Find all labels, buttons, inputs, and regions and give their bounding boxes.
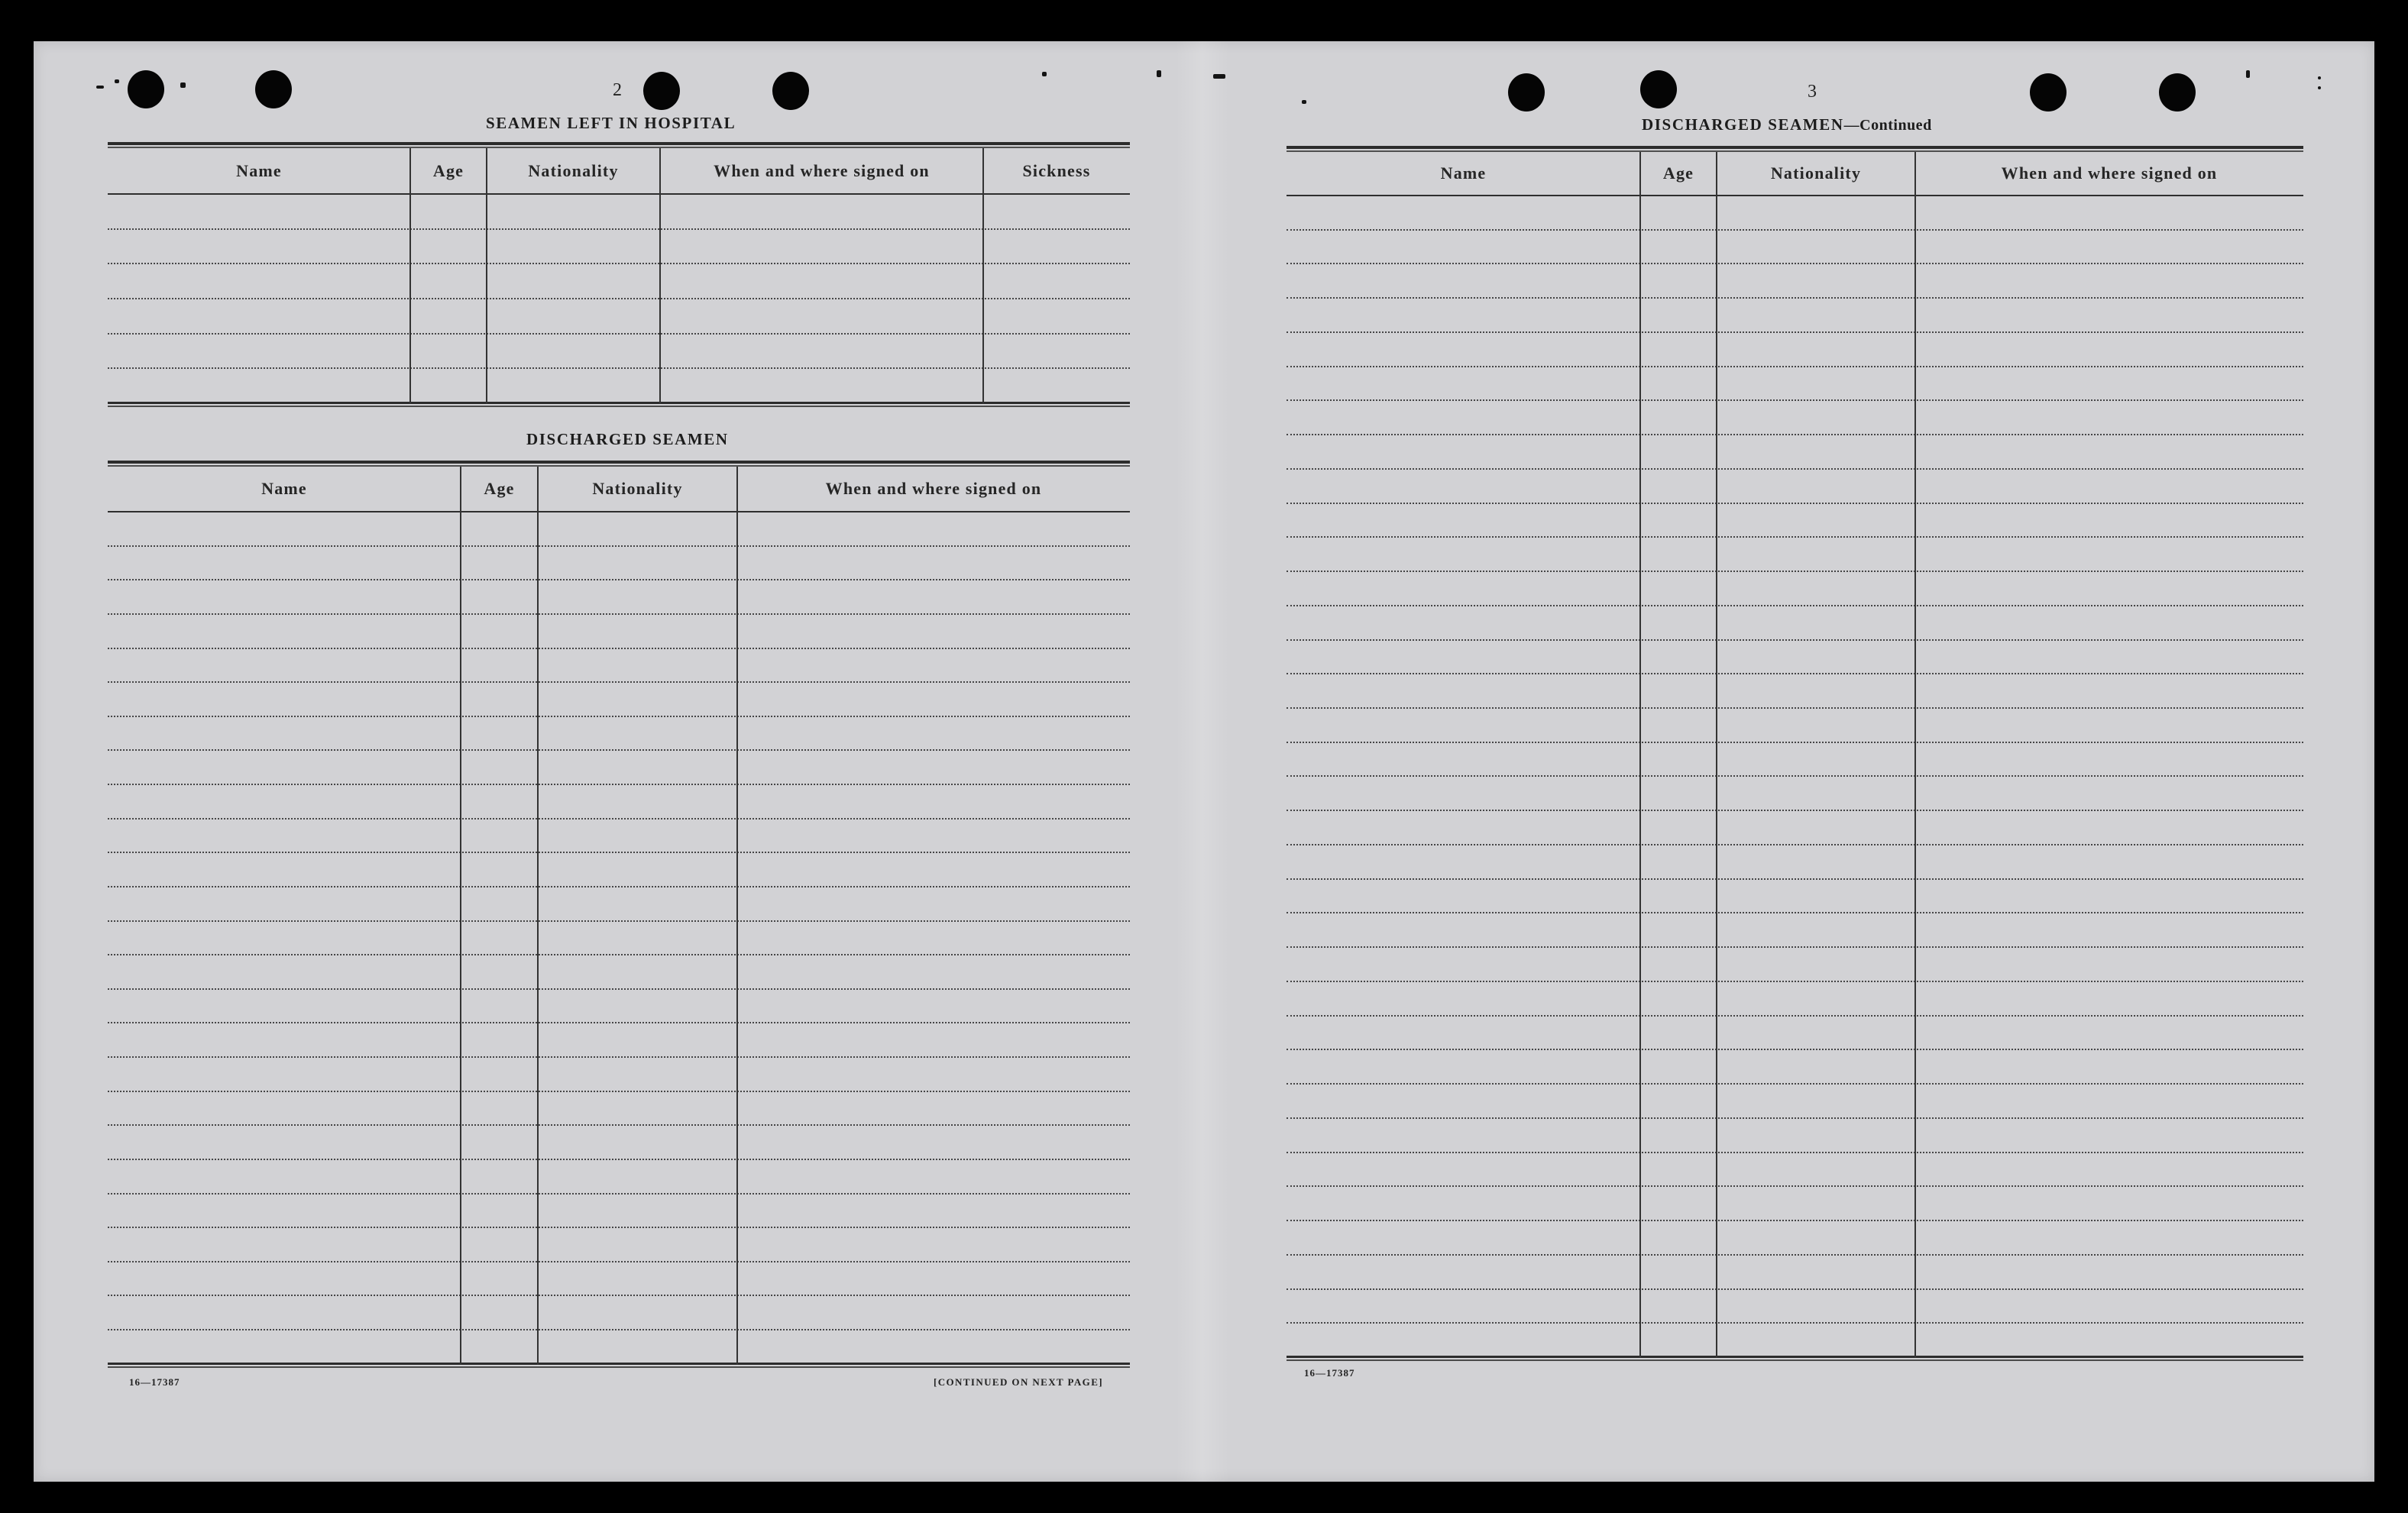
name-cell [1287, 435, 1640, 468]
signed-on-cell [1915, 572, 2303, 605]
name-cell [1287, 811, 1640, 844]
signed-on-cell [1915, 674, 2303, 707]
name-cell [1287, 231, 1640, 263]
age-cell [1640, 333, 1717, 366]
nationality-cell [1717, 1221, 1915, 1254]
age-cell [1640, 231, 1717, 263]
hospital-section-title: SEAMEN LEFT IN HOSPITAL [486, 114, 736, 132]
name-cell [1287, 264, 1640, 297]
signed-on-cell [1915, 231, 2303, 263]
nationality-cell [1717, 606, 1915, 639]
age-cell [1640, 470, 1717, 503]
table-row [1287, 538, 2303, 572]
table-row [1287, 401, 2303, 435]
table-row [1287, 777, 2303, 811]
discharged-seamen-continued-table [1287, 146, 2303, 1361]
signed-on-cell [1915, 367, 2303, 400]
title-main: DISCHARGED SEAMEN [1642, 115, 1844, 134]
name-cell [1287, 1256, 1640, 1288]
name-cell [1287, 641, 1640, 674]
table-row [1287, 264, 2303, 299]
nationality-cell [1717, 948, 1915, 981]
name-cell [1287, 845, 1640, 878]
age-cell [1640, 777, 1717, 810]
nationality-cell [1717, 1119, 1915, 1152]
table-row [1287, 743, 2303, 778]
signed-on-cell [1915, 709, 2303, 742]
age-cell [1640, 196, 1717, 229]
age-cell [1640, 1119, 1717, 1152]
signed-on-cell [1915, 1187, 2303, 1220]
age-cell [1640, 504, 1717, 537]
nationality-cell [1717, 231, 1915, 263]
name-cell [1287, 880, 1640, 913]
signed-on-cell [1915, 1290, 2303, 1323]
table-row [1287, 504, 2303, 538]
age-cell [1640, 264, 1717, 297]
table-row [1287, 1153, 2303, 1188]
signed-on-cell [1915, 845, 2303, 878]
table-row [1287, 1119, 2303, 1153]
age-cell [1640, 913, 1717, 946]
age-cell [1640, 982, 1717, 1015]
age-cell [1640, 538, 1717, 571]
age-cell [1640, 1017, 1717, 1049]
discharged-continued-title [1642, 115, 1932, 135]
nationality-cell [1717, 1290, 1915, 1323]
table-row [1287, 913, 2303, 948]
age-cell [1640, 401, 1717, 434]
nationality-cell [1717, 777, 1915, 810]
age-cell [1640, 709, 1717, 742]
nationality-cell [1717, 333, 1915, 366]
age-cell [1640, 743, 1717, 776]
form-number: 16—17387 [129, 1376, 180, 1388]
column-header-age: Age [432, 160, 464, 180]
nationality-cell [1717, 880, 1915, 913]
table-row [1287, 606, 2303, 641]
nationality-cell [1717, 504, 1915, 537]
nationality-cell [1717, 641, 1915, 674]
table-row [1287, 880, 2303, 914]
signed-on-cell [1915, 1256, 2303, 1288]
column-header-name: Name [236, 160, 282, 180]
name-cell [1287, 333, 1640, 366]
age-cell [1640, 606, 1717, 639]
nationality-cell [1717, 709, 1915, 742]
signed-on-cell [1915, 811, 2303, 844]
table-row [1287, 674, 2303, 709]
top-double-rule [1287, 146, 2303, 152]
column-header-age: Age [1662, 163, 1694, 183]
signed-on-cell [1915, 606, 2303, 639]
name-cell [1287, 743, 1640, 776]
age-cell [1640, 1324, 1717, 1356]
nationality-cell [1717, 538, 1915, 571]
column-header-nationality: Nationality [1770, 163, 1862, 183]
signed-on-cell [1915, 470, 2303, 503]
signed-on-cell [1915, 948, 2303, 981]
signed-on-cell [1915, 1119, 2303, 1152]
continued-note: [CONTINUED ON NEXT PAGE] [934, 1376, 1103, 1388]
signed-on-cell [1915, 743, 2303, 776]
name-cell [1287, 674, 1640, 707]
table-row [1287, 299, 2303, 333]
column-header-signed-on: When and where signed on [2001, 163, 2218, 183]
nationality-cell [1717, 1324, 1915, 1356]
column-divider [1914, 152, 1916, 1358]
discharged-section-title: DISCHARGED SEAMEN [526, 430, 729, 448]
table-row [1287, 196, 2303, 231]
column-divider [1716, 152, 1717, 1358]
age-cell [1640, 641, 1717, 674]
name-cell [1287, 1085, 1640, 1117]
column-header-signed-on: When and where signed on [714, 160, 930, 180]
column-header-sickness: Sickness [1022, 160, 1091, 180]
age-cell [1640, 1187, 1717, 1220]
name-cell [1287, 709, 1640, 742]
nationality-cell [1717, 299, 1915, 331]
signed-on-cell [1915, 1153, 2303, 1186]
nationality-cell [1717, 401, 1915, 434]
name-cell [1287, 1221, 1640, 1254]
table-row [1287, 1050, 2303, 1085]
name-cell [1287, 504, 1640, 537]
name-cell [1287, 470, 1640, 503]
name-cell [1287, 572, 1640, 605]
name-cell [1287, 1153, 1640, 1186]
nationality-cell [1717, 743, 1915, 776]
age-cell [1640, 1153, 1717, 1186]
nationality-cell [1717, 435, 1915, 468]
signed-on-cell [1915, 299, 2303, 331]
table-row [1287, 1085, 2303, 1119]
name-cell [1287, 538, 1640, 571]
signed-on-cell [1915, 196, 2303, 229]
nationality-cell [1717, 572, 1915, 605]
age-cell [1640, 674, 1717, 707]
nationality-cell [1717, 1187, 1915, 1220]
table-row [1287, 1221, 2303, 1256]
age-cell [1640, 299, 1717, 331]
name-cell [1287, 982, 1640, 1015]
name-cell [1287, 948, 1640, 981]
table-row [1287, 435, 2303, 470]
nationality-cell [1717, 264, 1915, 297]
name-cell [1287, 1324, 1640, 1356]
table-row [1287, 1017, 2303, 1051]
name-cell [1287, 1290, 1640, 1323]
signed-on-cell [1915, 504, 2303, 537]
name-cell [1287, 913, 1640, 946]
age-cell [1640, 1290, 1717, 1323]
nationality-cell [1717, 674, 1915, 707]
nationality-cell [1717, 1153, 1915, 1186]
form-number: 16—17387 [1304, 1367, 1355, 1379]
signed-on-cell [1915, 264, 2303, 297]
column-header-nationality: Nationality [592, 479, 683, 498]
signed-on-cell [1915, 401, 2303, 434]
age-cell [1640, 811, 1717, 844]
name-cell [1287, 1050, 1640, 1083]
signed-on-cell [1915, 1324, 2303, 1356]
age-cell [1640, 880, 1717, 913]
table-row [1287, 470, 2303, 504]
table-header [1287, 152, 2303, 196]
table-row [1287, 572, 2303, 606]
signed-on-cell [1915, 1085, 2303, 1117]
column-header-nationality: Nationality [528, 160, 619, 180]
signed-on-cell [1915, 641, 2303, 674]
nationality-cell [1717, 1050, 1915, 1083]
nationality-cell [1717, 1256, 1915, 1288]
signed-on-cell [1915, 880, 2303, 913]
column-divider [1639, 152, 1641, 1358]
nationality-cell [1717, 1085, 1915, 1117]
age-cell [1640, 1221, 1717, 1254]
page-number: 2 [613, 80, 622, 100]
table-row [1287, 1324, 2303, 1358]
age-cell [1640, 435, 1717, 468]
signed-on-cell [1915, 333, 2303, 366]
age-cell [1640, 572, 1717, 605]
nationality-cell [1717, 196, 1915, 229]
table-row [1287, 709, 2303, 743]
name-cell [1287, 299, 1640, 331]
signed-on-cell [1915, 1050, 2303, 1083]
name-cell [1287, 606, 1640, 639]
column-header-name: Name [1440, 163, 1487, 183]
table-row [1287, 1187, 2303, 1221]
name-cell [1287, 1017, 1640, 1049]
nationality-cell [1717, 1017, 1915, 1049]
bottom-rule [1287, 1359, 2303, 1361]
name-cell [1287, 196, 1640, 229]
signed-on-cell [1915, 777, 2303, 810]
table-row [1287, 1290, 2303, 1324]
signed-on-cell [1915, 435, 2303, 468]
nationality-cell [1717, 367, 1915, 400]
age-cell [1640, 367, 1717, 400]
signed-on-cell [1915, 982, 2303, 1015]
table-row [1287, 845, 2303, 880]
nationality-cell [1717, 845, 1915, 878]
age-cell [1640, 1256, 1717, 1288]
table-body [1287, 196, 2303, 1358]
name-cell [1287, 1119, 1640, 1152]
age-cell [1640, 1050, 1717, 1083]
nationality-cell [1717, 470, 1915, 503]
name-cell [1287, 367, 1640, 400]
name-cell [1287, 401, 1640, 434]
column-header-age: Age [484, 479, 515, 498]
table-row [1287, 231, 2303, 265]
table-row [1287, 333, 2303, 367]
name-cell [1287, 777, 1640, 810]
signed-on-cell [1915, 913, 2303, 946]
column-header-signed-on: When and where signed on [825, 479, 1042, 498]
signed-on-cell [1915, 538, 2303, 571]
table-row [1287, 811, 2303, 845]
page-number: 3 [1808, 82, 1817, 102]
column-header-name: Name [261, 479, 307, 498]
age-cell [1640, 1085, 1717, 1117]
nationality-cell [1717, 982, 1915, 1015]
table-row [1287, 982, 2303, 1017]
age-cell [1640, 845, 1717, 878]
signed-on-cell [1915, 1221, 2303, 1254]
signed-on-cell [1915, 1017, 2303, 1049]
nationality-cell [1717, 913, 1915, 946]
title-suffix: —Continued [1843, 117, 1932, 134]
table-row [1287, 948, 2303, 982]
table-row [1287, 641, 2303, 675]
table-row [1287, 367, 2303, 402]
table-row [1287, 1256, 2303, 1290]
name-cell [1287, 1187, 1640, 1220]
nationality-cell [1717, 811, 1915, 844]
age-cell [1640, 948, 1717, 981]
